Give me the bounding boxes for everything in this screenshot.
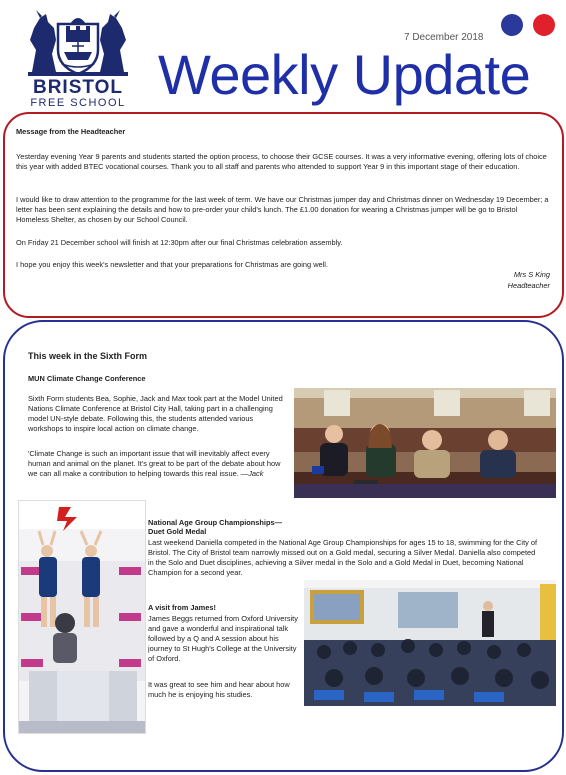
newsletter-title: Weekly Update [158,43,531,106]
school-logo [22,10,134,108]
visit-paragraph: It was great to see him and hear about how much he is enjoying his studies. [148,680,290,699]
headteacher-paragraph: I would like to draw attention to the programme for the last week of term. We have our Christmas jumper day and Christmas dinner on Wednesday 19 December; a letter has been sent explaining the details and how to pre-order your child's lunch. The £1.00 donation for wearing a Christmas jumper will be go to Bristol Homeless Shelter, as chosen by our School Council. [16,195,549,224]
mun-heading: MUN Climate Change Conference [28,374,146,383]
headteacher-paragraph: On Friday 21 December school will finish at 12:30pm after our final Christmas celebration assembly. [16,238,343,247]
visit-paragraph: James Beggs returned from Oxford University and gave a wonderful and inspirational talk followed by a Q and A session about his journey to St Hugh's College at the University of Oxford. [148,614,298,663]
school-name: BRISTOL [32,77,124,98]
mun-quote: 'Climate Change is such an important issue that will inevitably affect every human and animal on the planet. It's great to be part of the debate about how we can all make a contribution to helping towards this real issue. —Jack [28,449,281,478]
swim-paragraph: Last weekend Daniella competed in the National Age Group Championships for ages 15 to 18, swimming for the City of Bristol. The City of Bristol team narrowly missed out on a Gold medal, securing a Silver Medal. Daniella also competed in the Solo and Duet disciplines, achieving a Silver medal in the Solo and a Gold Medal in Duet, becoming National Champion for a second year. [148,538,538,577]
blue-dot-icon [501,14,523,36]
sixth-form-heading: This week in the Sixth Form [28,351,148,361]
swim-heading: National Age Group Championships— Duet Gold Medal [148,518,282,536]
swim-podium-photo [18,500,146,734]
headteacher-heading: Message from the Headteacher [16,127,126,136]
visit-talk-photo [304,580,556,706]
mun-paragraph: Sixth Form students Bea, Sophie, Jack and Max took part at the Model United Nations Climate Conference at Bristol City Hall, taking part in a challenging model UN-style debate. Following this, the students attended various workshops to inspire local action on climate change. [28,394,283,433]
headteacher-paragraph: I hope you enjoy this week's newsletter and that your preparations for Christmas are going well. [16,260,328,269]
mun-conference-photo [294,388,556,498]
signature-role: Headteacher [507,281,550,290]
visit-heading: A visit from James! [148,603,216,612]
school-subname: FREE SCHOOL [30,97,126,109]
issue-date: 7 December 2018 [404,32,484,43]
red-dot-icon [533,14,555,36]
headteacher-paragraph: Yesterday evening Year 9 parents and students started the option process, to choose their GCSE courses. It was a very informative evening, offering lots of choice this year with added BTEC vocational courses. Thank you to all staff and parents who attended to support Year 9 in this important stage of their education. [16,152,547,171]
mun-quote-author: Jack [248,469,264,478]
school-crest-icon [26,10,130,78]
signature-name: Mrs S King [513,270,550,279]
